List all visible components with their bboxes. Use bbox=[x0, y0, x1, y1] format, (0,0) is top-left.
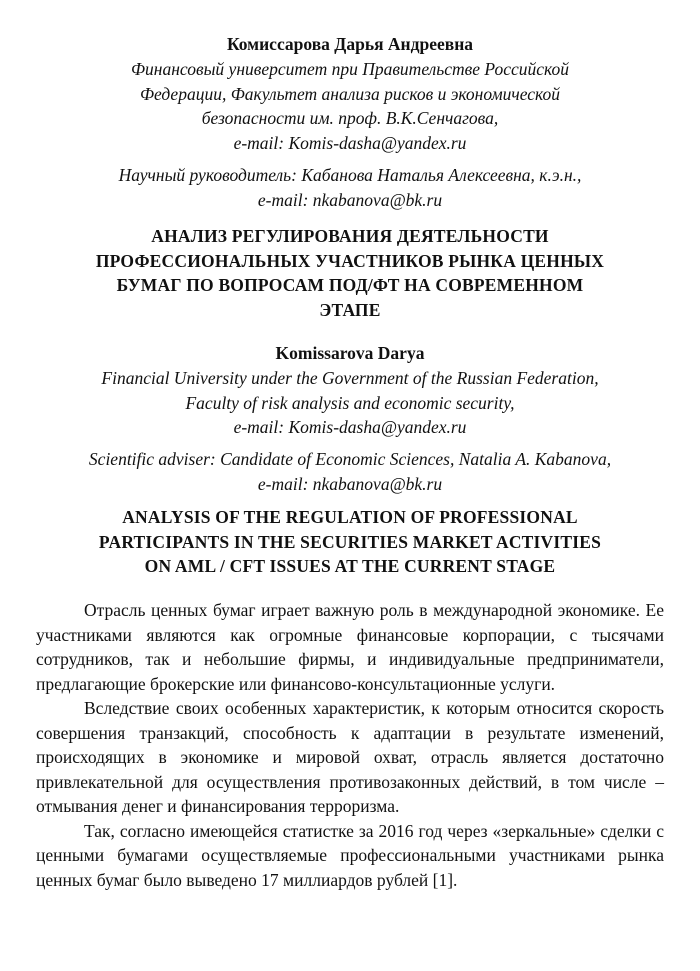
title-ru-line: ЭТАПЕ bbox=[319, 299, 381, 320]
author-name-en: Komissarova Darya bbox=[275, 343, 425, 363]
title-ru-line: БУМАГ ПО ВОПРОСАМ ПОД/ФТ НА СОВРЕМЕННОМ bbox=[116, 275, 584, 295]
body-text bbox=[36, 598, 664, 892]
author-name-ru: Комиссарова Дарья Андреевна bbox=[226, 34, 474, 54]
affiliation-en-line: Financial University under the Government of the Russian Federation, bbox=[101, 368, 599, 388]
title-en-line: ON AML / CFT ISSUES AT THE CURRENT STAGE bbox=[144, 556, 556, 576]
paragraph: Вследствие своих особенных характеристик, к которым относится скорость совершения транзакций, способность к адаптации в результате изменений, происходящих в экономике и мировой охват, отрасль является достаточно привлекательной для осуществления противозаконных действий, в том числе – отмывания денег и финансирования терроризма. bbox=[36, 698, 664, 816]
email-ru: e-mail: Komis-dasha@yandex.ru bbox=[233, 132, 467, 153]
title-en-line: ANALYSIS OF THE REGULATION OF PROFESSIONAL bbox=[122, 507, 578, 527]
adviser-email-ru: e-mail: nkabanova@bk.ru bbox=[257, 189, 443, 210]
title-ru-line: АНАЛИЗ РЕГУЛИРОВАНИЯ ДЕЯТЕЛЬНОСТИ bbox=[151, 226, 549, 246]
adviser-en bbox=[30, 447, 670, 496]
adviser-ru bbox=[30, 163, 670, 212]
email-en: e-mail: Komis-dasha@yandex.ru bbox=[233, 417, 467, 437]
adviser-en-line: Scientific adviser: Candidate of Economic Sciences, Natalia A. Kabanova, bbox=[88, 449, 612, 469]
paper-title-ru bbox=[30, 224, 670, 322]
affiliation-en bbox=[30, 366, 670, 440]
adviser-ru-line: Научный руководитель: Кабанова Наталья Алексеевна, к.э.н., bbox=[118, 165, 582, 185]
title-en-line: PARTICIPANTS IN THE SECURITIES MARKET ACTIVITIES bbox=[98, 531, 602, 552]
paragraph: Так, согласно имеющейся статистке за 2016 год через «зеркальные» сделки с ценными бумагами осуществляемые профессиональными участниками рынка ценных бумаг было выведено 17 миллиардов рублей [1]. bbox=[36, 820, 664, 890]
affiliation-ru bbox=[30, 57, 670, 155]
paragraph: Отрасль ценных бумаг играет важную роль в международной экономике. Ее участниками являются как огромные финансовые корпорации, с тысячами сотрудников, так и небольшие фирмы, и индивидуальные предприниматели, предлагающие брокерские или финансово-консультационные услуги. bbox=[36, 600, 664, 694]
affiliation-ru-line: Финансовый университет при Правительстве Российской bbox=[130, 59, 570, 79]
paper-title-en bbox=[30, 505, 670, 579]
affiliation-ru-line: Федерации, Факультет анализа рисков и экономической bbox=[139, 83, 561, 104]
affiliation-en-line: Faculty of risk analysis and economic security, bbox=[185, 392, 515, 413]
affiliation-ru-line: безопасности им. проф. В.К.Сенчагова, bbox=[201, 108, 499, 128]
title-ru-line: ПРОФЕССИОНАЛЬНЫХ УЧАСТНИКОВ РЫНКА ЦЕННЫХ bbox=[95, 250, 605, 271]
adviser-email-en: e-mail: nkabanova@bk.ru bbox=[257, 473, 443, 494]
